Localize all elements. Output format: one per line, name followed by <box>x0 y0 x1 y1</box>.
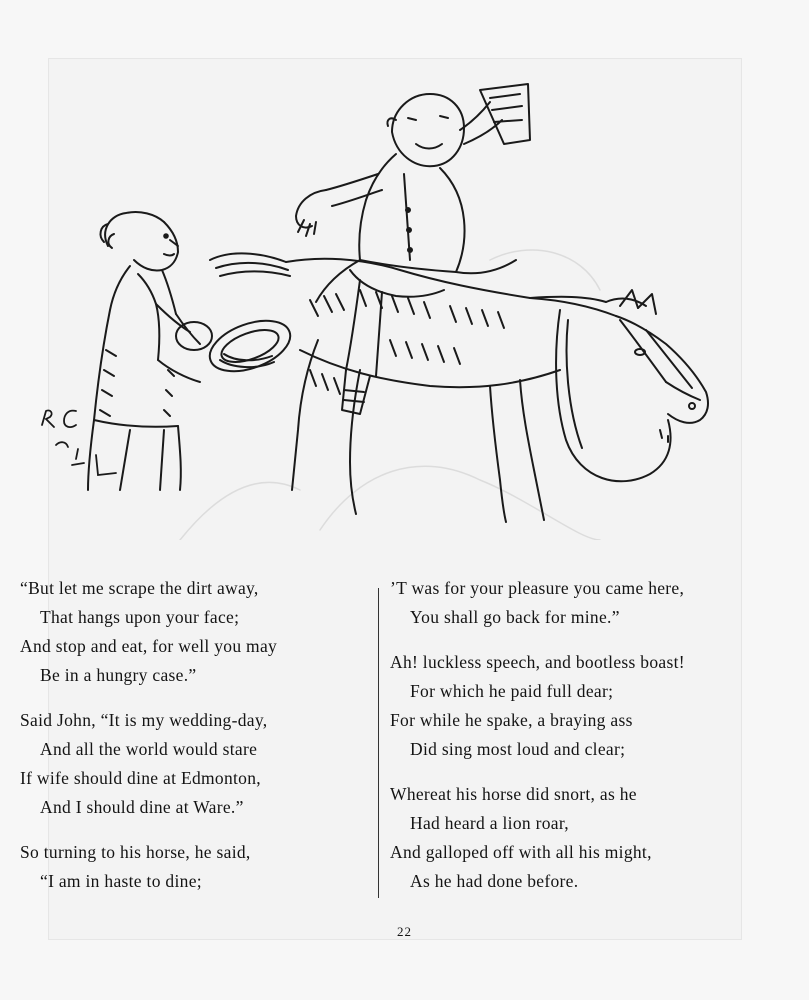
verse-line: So turning to his horse, he said, <box>20 842 251 862</box>
john-gilpin-horse-illustration-icon <box>60 70 740 540</box>
column-divider <box>378 588 379 898</box>
stanza <box>20 706 370 822</box>
stanza <box>390 648 760 764</box>
verse-line: Ah! luckless speech, and bootless boast! <box>390 652 685 672</box>
verse-line: And galloped off with all his might, <box>390 842 652 862</box>
verse-line: Did sing most loud and clear; <box>410 739 626 759</box>
verse-line: If wife should dine at Edmonton, <box>20 768 261 788</box>
verse-line: For while he spake, a braying ass <box>390 710 633 730</box>
verse-line: Said John, “It is my wedding-day, <box>20 710 268 730</box>
verse-line: ’T was for your pleasure you came here, <box>390 578 685 598</box>
verse-line: That hangs upon your face; <box>40 607 240 627</box>
verse-line: For which he paid full dear; <box>410 681 614 701</box>
verse-line: “I am in haste to dine; <box>40 871 202 891</box>
verse-line: As he had done before. <box>410 871 579 891</box>
verse-line: And stop and eat, for well you may <box>20 636 278 656</box>
stanza <box>390 780 760 896</box>
verse-line: And I should dine at Ware.” <box>40 797 244 817</box>
verse-left-column <box>20 574 370 912</box>
verse-right-column <box>390 574 760 912</box>
verse-line: And all the world would stare <box>40 739 258 759</box>
artist-signature-icon <box>36 405 126 495</box>
verse-line: “But let me scrape the dirt away, <box>20 578 259 598</box>
stanza <box>20 574 370 690</box>
verse-line: Whereat his horse did snort, as he <box>390 784 637 804</box>
stanza <box>390 574 760 632</box>
stanza <box>20 838 370 896</box>
page-number: 22 <box>397 924 412 939</box>
verse-line: You shall go back for mine.” <box>410 607 620 627</box>
horse-figure <box>210 253 708 522</box>
verse-line: Had heard a lion roar, <box>410 813 569 833</box>
verse-line: Be in a hungry case.” <box>40 665 197 685</box>
